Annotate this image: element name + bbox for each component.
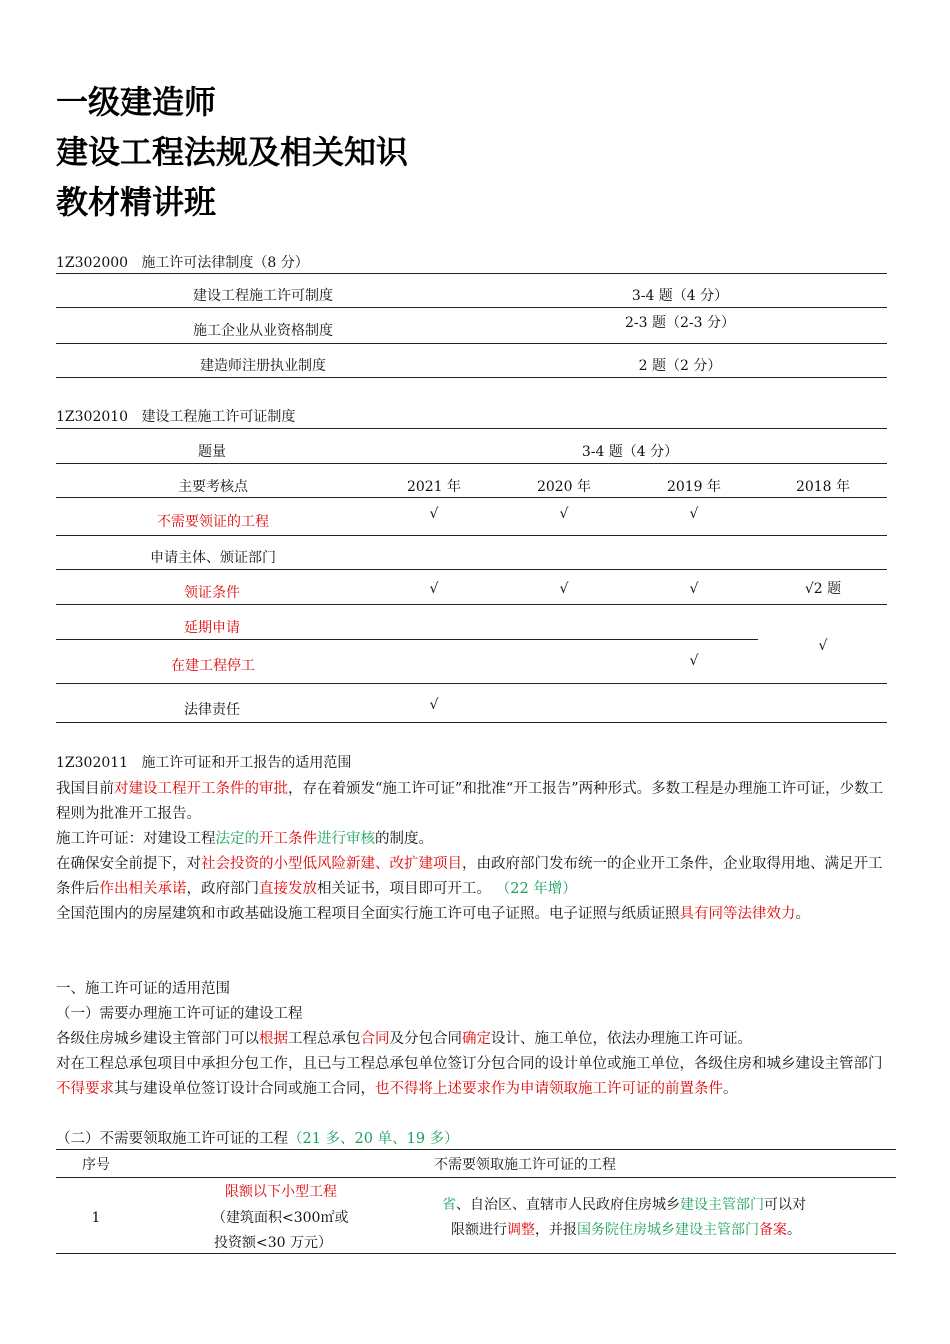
section2-code: 1Z302010 [56,409,129,425]
table2-row-label: 申请主体、颁证部门 [150,550,276,566]
table2-row-label: 延期申请 [184,620,240,636]
table1-row-border [56,307,887,308]
table2-row-border [56,535,887,536]
section3-heading [56,754,351,772]
table2-row-border [56,604,887,605]
paragraph-subcontract: 对在工程总承包项目中承担分包工作，且已与工程总承包单位签订分包合同的设计单位或施工单位，各级住房和城乡建设主管部门不得要求其与建设单位签订设计合同或施工合同，也不得将上述要求作为申请领取施工许可证的前置条件。 [56,1056,883,1097]
table2-row-label: 领证条件 [184,585,240,601]
section3-code: 1Z302011 [56,755,129,771]
table2-row-border [56,569,887,570]
table2-year: 2018 年 [795,479,851,495]
table2-mark: √ [559,506,569,522]
table1-topic: 建设工程施工许可制度 [193,288,333,304]
table1-top-border [56,273,887,274]
table3-row-detail-1: （建筑面积<300㎡或 [212,1210,349,1226]
table2-row-label: 不需要领证的工程 [157,514,269,530]
title-line-3: 教材精讲班 [56,183,217,221]
table2-mark: √ [429,697,439,713]
section1-code: 1Z302000 [56,255,129,271]
section2-name: 建设工程施工许可证制度 [141,409,296,425]
table2-year: 2020 年 [536,479,592,495]
section2-heading [56,408,295,426]
table2-head-label: 主要考核点 [178,479,248,495]
table3-bottom-border [56,1253,896,1254]
table3-row-desc-line-2: 限额进行调整，并报国务院住房城乡建设主管部门备案。 [451,1222,801,1238]
table2-row-border-partial [56,639,758,640]
table2-row-label: 在建工程停工 [171,658,255,674]
table1-score: 2 题（2 分） [638,358,722,374]
table2-row-border [56,497,887,498]
table3-col-desc: 不需要领取施工许可证的工程 [434,1157,616,1173]
table2-year: 2019 年 [666,479,722,495]
table2-year: 2021 年 [406,479,462,495]
table2-mark: √ [429,581,439,597]
table1-score: 3-4 题（4 分） [631,288,729,304]
title-line-1: 一级建造师 [56,83,217,121]
table2-mark: √ [689,506,699,522]
table3-row-desc-line-1: 省、自治区、直辖市人民政府住房城乡建设主管部门可以对 [442,1197,806,1213]
heading-exempt-projects: （二）不需要领取施工许可证的工程（21 多、20 单、19 多） [56,1131,459,1147]
table3-col-no: 序号 [82,1157,110,1173]
table2-top-border [56,428,887,429]
table2-merged-mark-2018: √ [818,638,828,654]
table3-header-border [56,1177,896,1178]
paragraph-contract-basis: 各级住房城乡建设主管部门可以根据工程总承包合同及分包合同确定设计、施工单位，依法办理施工许可证。 [56,1031,752,1047]
table2-row-label: 法律责任 [184,702,240,718]
title-line-2: 建设工程法规及相关知识 [56,133,409,171]
section1-name: 施工许可法律制度（8 分） [141,255,309,271]
heading-scope: 一、施工许可证的适用范围 [56,981,230,997]
heading-required-projects: （一）需要办理施工许可证的建设工程 [56,1006,303,1022]
table2-row-border [56,683,887,684]
table2-qty-label: 题量 [198,444,226,460]
table1-bottom-border [56,377,887,378]
table1-topic: 建造师注册执业制度 [200,358,326,374]
table1-topic: 施工企业从业资格制度 [193,323,333,339]
table3-top-border [56,1149,896,1150]
table3-row-no: 1 [91,1210,101,1226]
table2-mark: √ [559,581,569,597]
section1-heading [56,254,309,272]
table2-mark: √ [689,653,699,669]
table3-row-name: 限额以下小型工程 [225,1184,337,1200]
table2-mark: √2 题 [804,581,842,597]
table2-row-border [56,463,887,464]
table2-mark: √ [429,506,439,522]
table2-qty-value: 3-4 题（4 分） [581,444,679,460]
paragraph-e-license: 全国范围内的房屋建筑和市政基础设施工程项目全面实行施工许可电子证照。电子证照与纸质证照具有同等法律效力。 [56,906,810,922]
paragraph-approval-forms: 我国目前对建设工程开工条件的审批，存在着颁发“施工许可证”和批准“开工报告”两种形式。多数工程是办理施工许可证，少数工程则为批准开工报告。 [56,781,884,822]
table2-bottom-border [56,722,887,723]
table1-score: 2-3 题（2-3 分） [625,315,735,331]
table2-mark: √ [689,581,699,597]
table1-row-border [56,343,887,344]
section3-name: 施工许可证和开工报告的适用范围 [141,755,352,771]
table3-row-detail-2: 投资额<30 万元） [214,1235,332,1251]
paragraph-low-risk-projects: 在确保安全前提下，对社会投资的小型低风险新建、改扩建项目，由政府部门发布统一的企业开工条件，企业取得用地、满足开工条件后作出相关承诺，政府部门直接发放相关证书，项目即可开工。 （22 年增） [56,856,883,897]
paragraph-permit-definition: 施工许可证：对建设工程法定的开工条件进行审核的制度。 [56,831,433,847]
